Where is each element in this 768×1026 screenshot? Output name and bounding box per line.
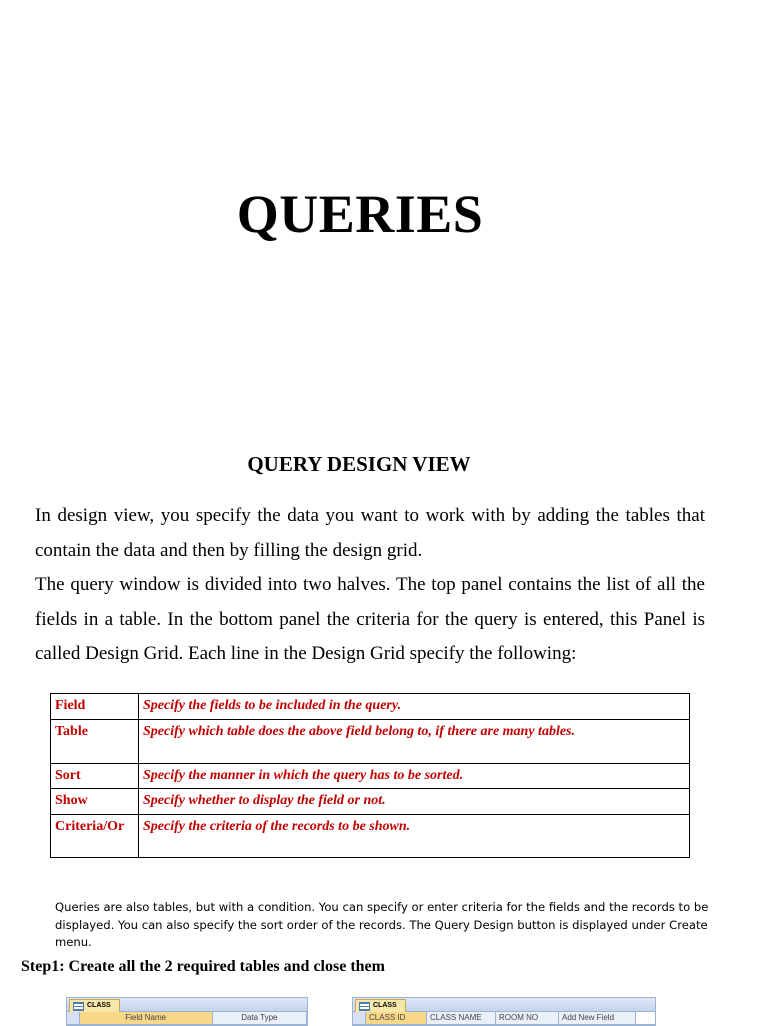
column-header-row: [353, 1012, 655, 1025]
row-label: Show: [51, 789, 139, 815]
row-selector[interactable]: [67, 1012, 80, 1024]
row-label: Table: [51, 720, 139, 764]
column-header[interactable]: Data Type: [213, 1012, 307, 1024]
section-heading: QUERY DESIGN VIEW: [247, 452, 471, 476]
row-label: Field: [51, 694, 139, 720]
column-header-row: [67, 1012, 307, 1025]
paragraph: In design view, you specify the data you want to work with by adding the tables that contain the data and then by filling the design grid.: [35, 505, 705, 561]
column-header[interactable]: Field Name: [80, 1012, 213, 1024]
table-row: [51, 815, 690, 858]
tab-label: CLASS: [373, 1002, 397, 1009]
note-text: Queries are also tables, but with a condition. You can specify or enter criteria for the fields and the records to be displayed. You can also specify the sort order of the records. The Query Design button is displayed under Create menu.: [55, 900, 709, 949]
tab-label: CLASS: [87, 1002, 111, 1009]
row-description: Specify whether to display the field or not.: [139, 789, 690, 815]
table-design-screenshot: [66, 997, 308, 1026]
row-label: Criteria/Or: [51, 815, 139, 858]
design-grid-table: [50, 693, 690, 858]
tab-bar: [353, 998, 655, 1012]
column-header[interactable]: CLASS ID: [366, 1012, 427, 1024]
intro-text: [35, 499, 705, 672]
tab-bar: [67, 998, 307, 1012]
table-icon: [73, 1002, 84, 1011]
datasheet-screenshot: [352, 997, 656, 1026]
column-header[interactable]: ROOM NO: [496, 1012, 559, 1024]
row-label: Sort: [51, 764, 139, 789]
page-title: QUERIES: [236, 184, 484, 244]
row-description: Specify the manner in which the query has to be sorted.: [139, 764, 690, 789]
column-header[interactable]: CLASS NAME: [427, 1012, 496, 1024]
tab-class[interactable]: [355, 999, 406, 1012]
table-row: [51, 694, 690, 720]
table-row: [51, 720, 690, 764]
table-icon: [359, 1002, 370, 1011]
row-selector[interactable]: [353, 1012, 366, 1024]
column-header[interactable]: Add New Field: [559, 1012, 636, 1024]
row-description: Specify which table does the above field belong to, if there are many tables.: [139, 720, 690, 764]
table-row: [51, 764, 690, 789]
row-description: Specify the fields to be included in the query.: [139, 694, 690, 720]
step-heading: Step1: Create all the 2 required tables and close them: [21, 958, 385, 975]
paragraph: The query window is divided into two halves. The top panel contains the list of all the fields in a table. In the bottom panel the criteria for the query is entered, this Panel is called Design Grid. Each line in the Design Grid specify the following:: [35, 574, 705, 664]
tab-class[interactable]: [69, 999, 120, 1012]
table-row: [51, 789, 690, 815]
row-description: Specify the criteria of the records to be shown.: [139, 815, 690, 858]
